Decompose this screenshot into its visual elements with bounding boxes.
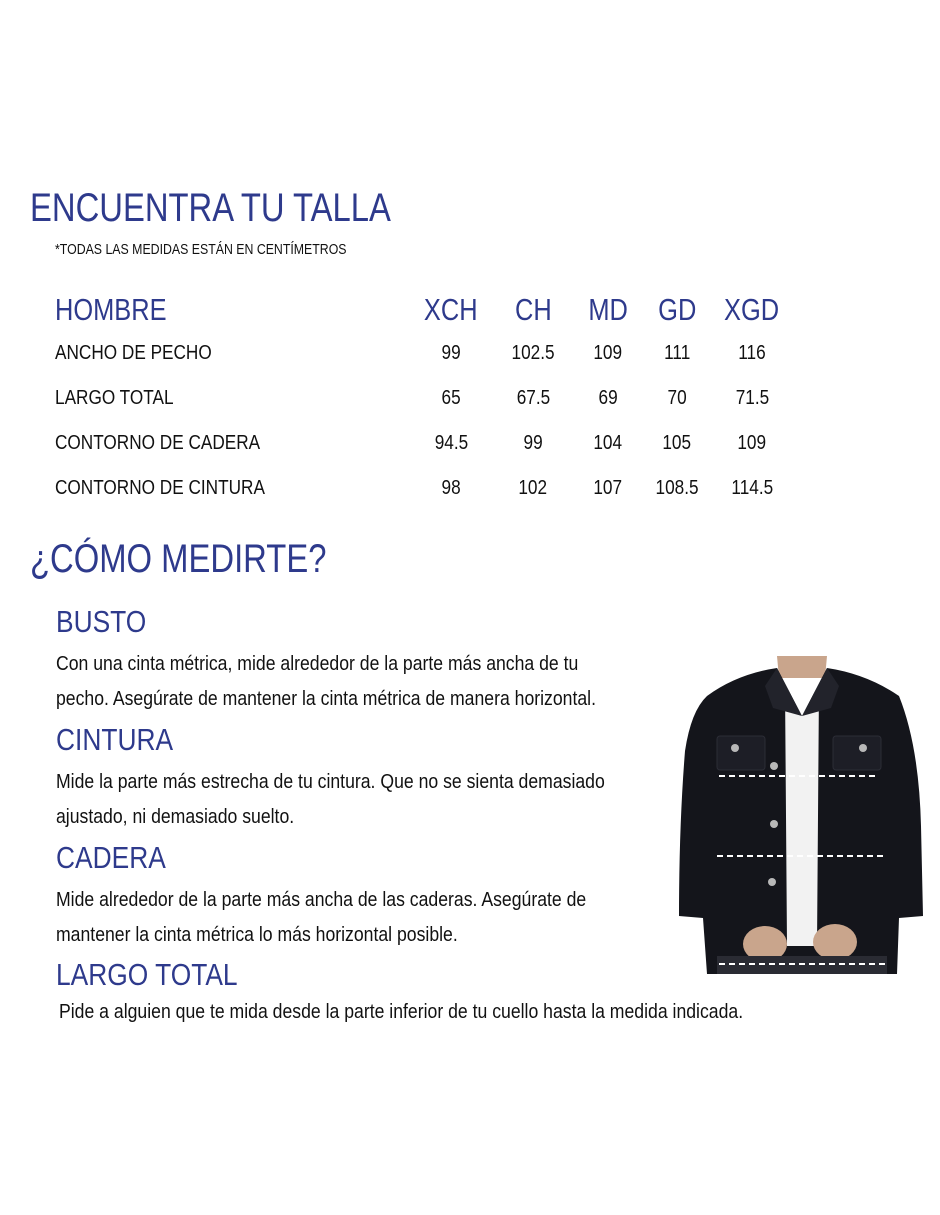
section-title-cadera: CADERA [56, 840, 166, 875]
table-cell: 114.5 [731, 477, 773, 499]
row-label-contorno-cintura: CONTORNO DE CINTURA [55, 477, 265, 499]
row-label-ancho-pecho: ANCHO DE PECHO [55, 342, 212, 364]
table-cell: 102 [518, 477, 548, 499]
table-cell: 108.5 [655, 477, 699, 499]
table-cell: 109 [737, 432, 767, 454]
table-cell: 67.5 [516, 387, 550, 409]
table-header-hombre: HOMBRE [55, 292, 167, 327]
table-cell: 111 [663, 342, 691, 364]
section-text-busto: Con una cinta métrica, mide alrededor de la parte más ancha de tu pecho. Asegúrate de mantener la cinta métrica de manera horizontal. [56, 652, 596, 710]
size-header-gd: GD [657, 292, 697, 327]
section-title-cintura: CINTURA [56, 722, 174, 757]
table-cell: 94.5 [434, 432, 468, 454]
table-cell: 107 [593, 477, 623, 499]
size-header-ch: CH [514, 292, 552, 327]
table-cell: 99 [523, 432, 543, 454]
section-text-cadera: Mide alrededor de la parte más ancha de las caderas. Asegúrate de mantener la cinta métrica lo más horizontal posible. [56, 888, 587, 946]
jacket-measurement-image [677, 656, 923, 974]
section-title-largo-total: LARGO TOTAL [56, 957, 238, 992]
row-label-contorno-cadera: CONTORNO DE CADERA [55, 432, 261, 454]
table-cell: 104 [593, 432, 623, 454]
size-header-xch: XCH [424, 292, 478, 327]
table-cell: 98 [441, 477, 461, 499]
size-header-xgd: XGD [724, 292, 780, 327]
table-cell: 102.5 [511, 342, 555, 364]
section-text-largo-total: Pide a alguien que te mida desde la parte inferior de tu cuello hasta la medida indicada. [59, 1000, 744, 1023]
table-cell: 71.5 [735, 387, 769, 409]
row-label-largo-total: LARGO TOTAL [55, 387, 174, 409]
table-cell: 70 [667, 387, 687, 409]
section-title-busto: BUSTO [56, 604, 147, 639]
table-cell: 99 [441, 342, 461, 364]
size-header-md: MD [588, 292, 628, 327]
table-cell: 69 [598, 387, 618, 409]
how-to-measure-title: ¿CÓMO MEDIRTE? [30, 537, 327, 581]
page-title: ENCUENTRA TU TALLA [30, 186, 391, 230]
table-cell: 109 [593, 342, 623, 364]
table-cell: 116 [738, 342, 766, 364]
table-cell: 65 [441, 387, 461, 409]
measurement-note: *TODAS LAS MEDIDAS ESTÁN EN CENTÍMETROS [55, 242, 347, 258]
section-text-cintura: Mide la parte más estrecha de tu cintura. Que no se sienta demasiado ajustado, ni demasiado suelto. [56, 770, 605, 828]
table-cell: 105 [662, 432, 692, 454]
